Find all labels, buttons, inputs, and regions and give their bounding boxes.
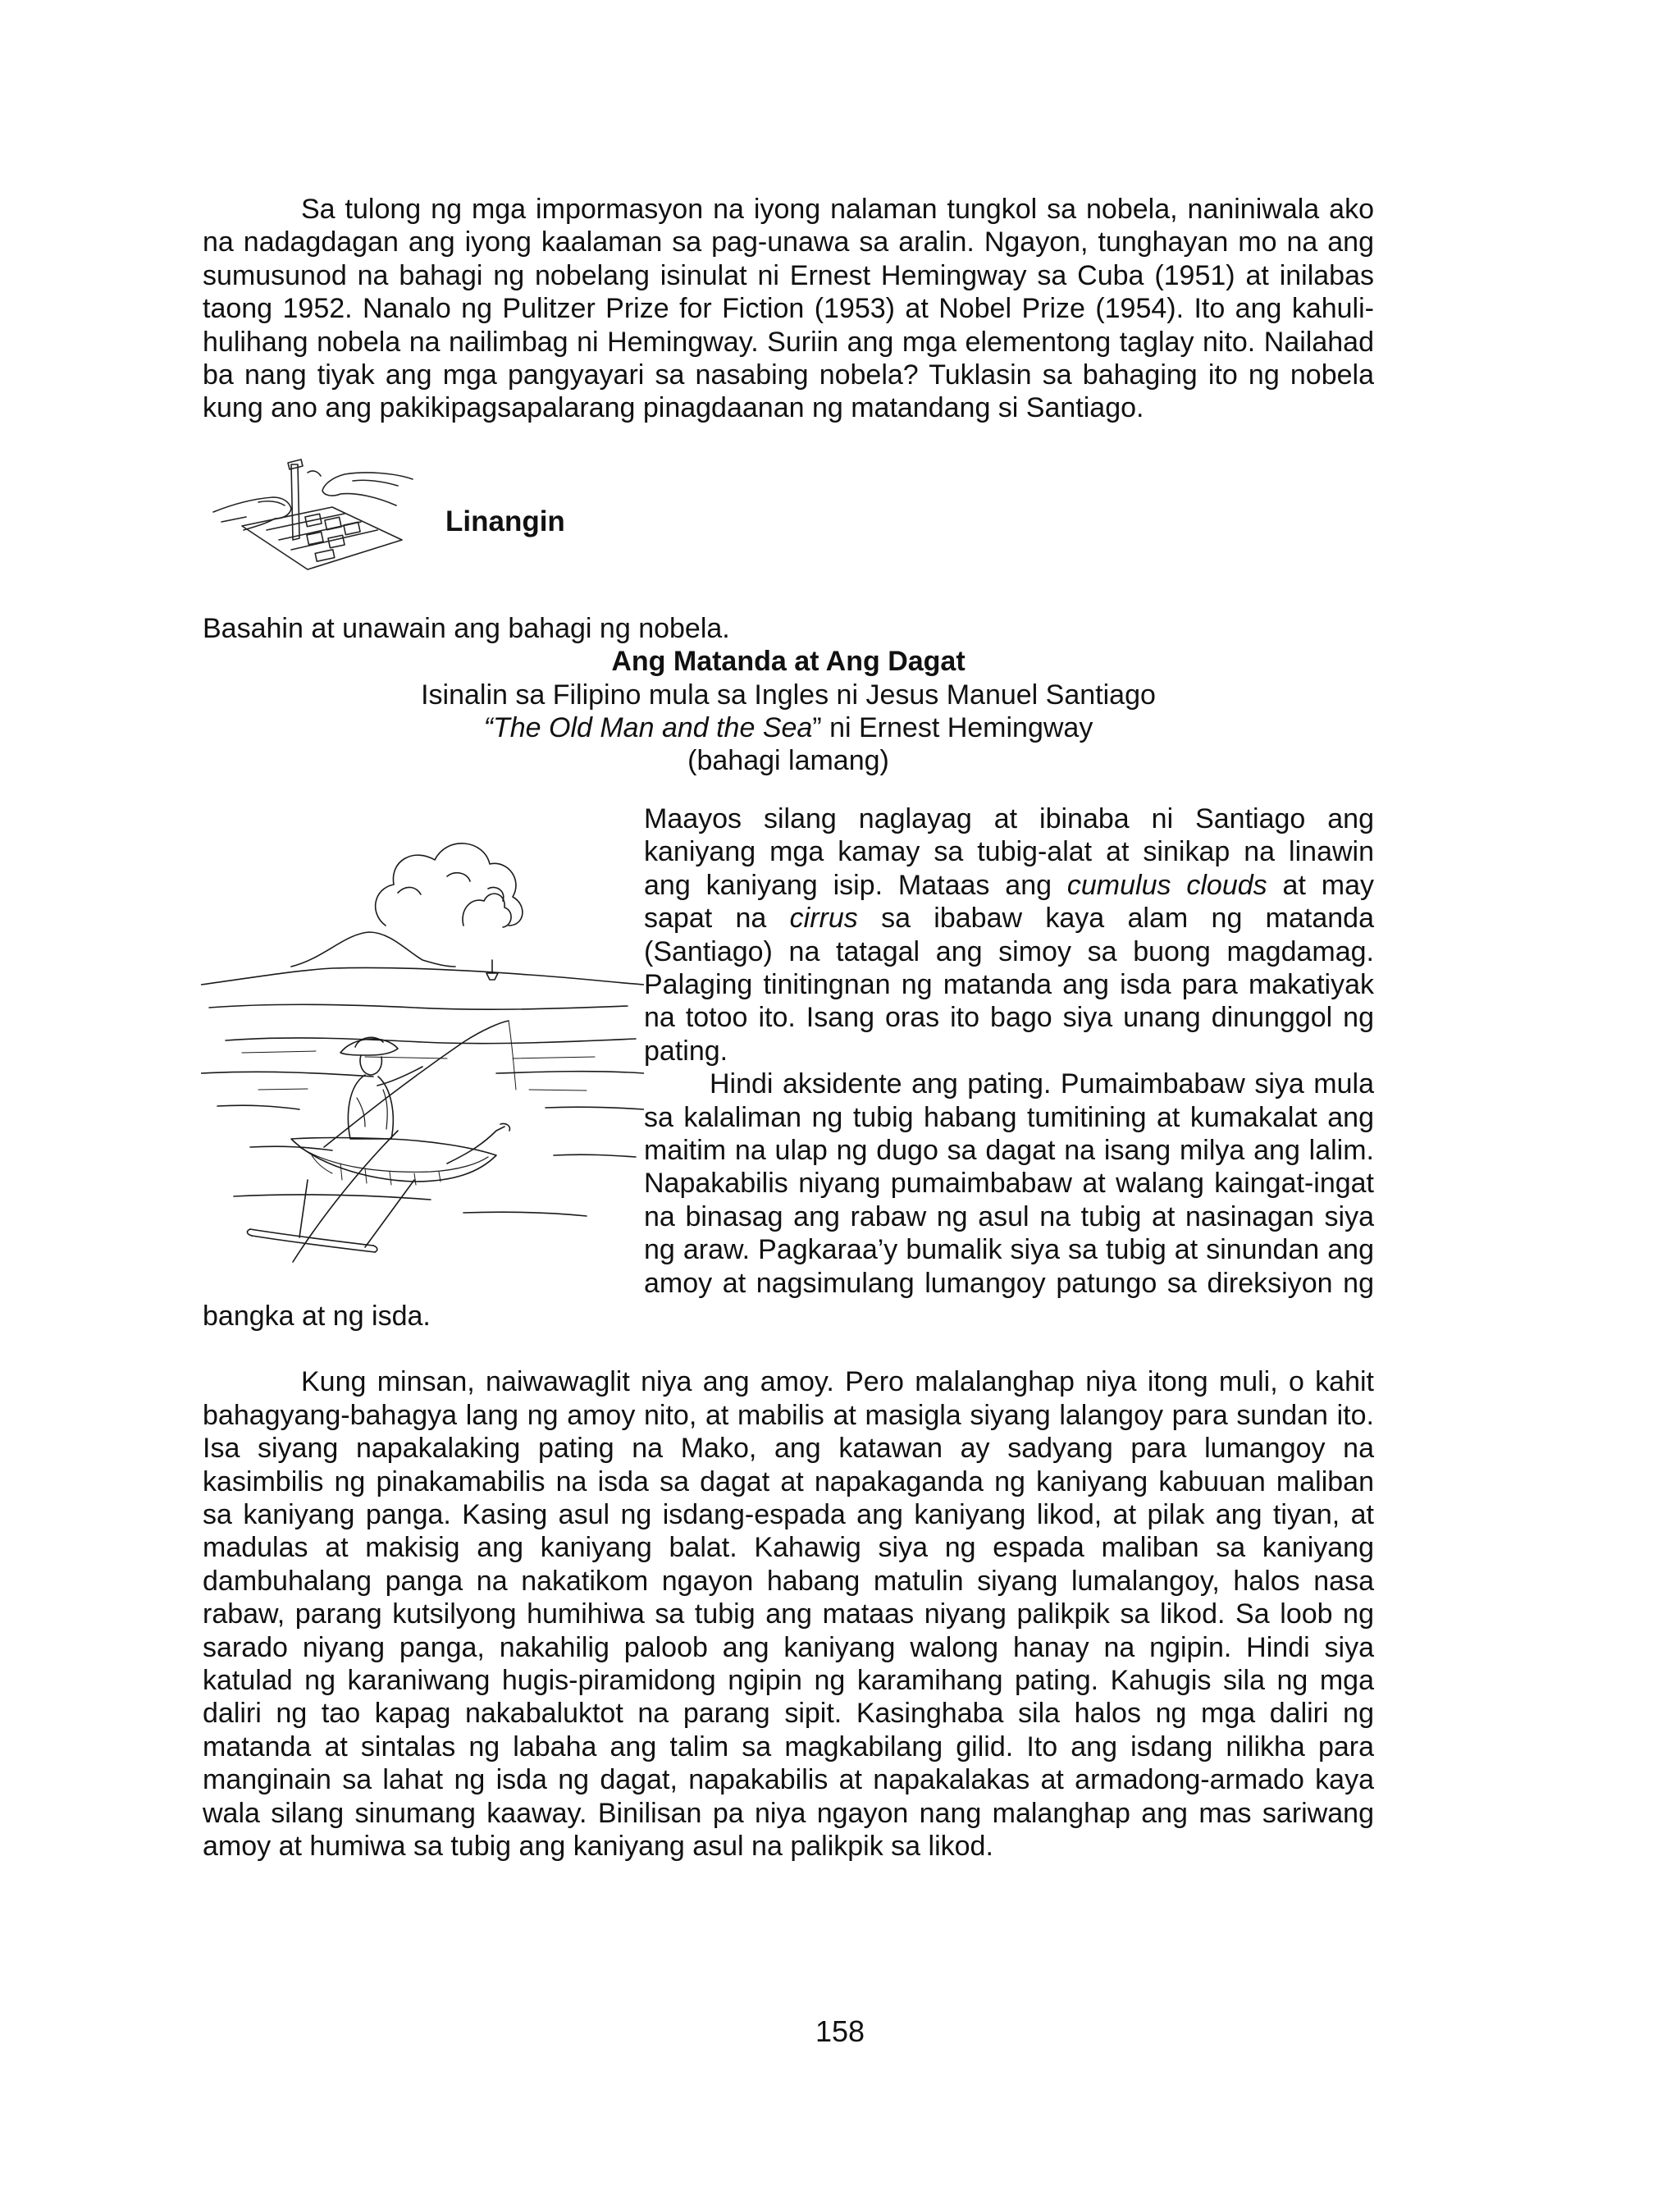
story-term-cumulus: cumulus clouds [1066, 869, 1267, 901]
page-number: 158 [815, 2014, 865, 2048]
original-author: ” ni Ernest Hemingway [812, 712, 1093, 744]
story-title-block [203, 645, 1374, 778]
hands-puzzle-icon [209, 448, 414, 579]
instruction-text: Basahin at unawain ang bahagi ng nobela. [203, 612, 730, 644]
page-content [203, 193, 1374, 1863]
excerpt-note: (bahagi lamang) [687, 745, 889, 777]
story-paragraph-3: Kung minsan, naiwawaglit niya ang amoy. Pero malalanghap niya itong muli, o kahit bahagyang-bahagya lang ng amoy nito, at mabilis at masigla siyang lalangoy para sundan ito. Isa siyang napakalaking pating na Mako, ang katawan ay sadyang para lumangoy na kasimbilis ng pinakamabilis na isda sa dagat at napakaganda ng kaniyang kabuuan maliban sa kaniyang panga. Kasing asul ng isdang-espada ang kaniyang likod, at pilak ang tiyan, at madulas at makisig ang kaniyang balat. Kahawig siya ng espada maliban sa kaniyang dambuhalang panga na nakatikom ngayon habang matulin siyang lumalangoy, halos nasa rabaw, parang kutsilyong humihiwa sa tubig ang mataas niyang palikpik sa likod. Sa loob ng sarado niyang panga, nakahilig paloob ang kaniyang walong hanay na ngipin. Hindi siya katulad ng karaniwang hugis-piramidong ngipin ng karamihang pating. Kahugis sila ng mga daliri ng tao kapag nakabaluktot na parang sipit. Kasinghaba sila halos ng mga daliri ng matanda at sintalas ng labaha ang talim sa magkabilang gilid. Ito ang isdang nilikha para manginain sa lahat ng isda ng dagat, napakabilis at napakalakas at armadong-armado kaya wala silang sinumang kaaway. Binilisan pa niya ngayon nang malanghap ang mas sariwang amoy at humiwa sa tubig ang kaniyang asul na palikpik sa likod. [203, 1366, 1374, 1863]
story-paragraph-2: Hindi aksidente ang pating. Pumaimbabaw siya mula sa kalaliman ng tubig habang tumitining at kumakalat ang maitim na ulap ng dugo sa dagat na isang milya ang lalim. Napakabilis niyang pumaimbabaw at walang kaingat-ingat na binasag ang rabaw ng asul na tubig at nasinagan siya ng araw. Pagkaraa’y bumalik siya sa tubig at sinundan ang amoy at nagsimulang lumangoy patungo sa direksiyon ng bangka at ng isda. [203, 1068, 1374, 1332]
original-title-line [203, 711, 1374, 744]
story-paragraph-1-part-a: Maayos silang naglayag at ibinaba ni Santiago ang kaniyang mga kamay sa tubig-alat at sinikap na linawin ang kaniyang isip. Mataas ang [644, 802, 1374, 901]
old-man-fishing-boat-illustration [201, 802, 644, 1270]
intro-paragraph: Sa tulong ng mga impormasyon na iyong nalaman tungkol sa nobela, naniniwala ako na nadagdagan ang iyong kaalaman sa pag-unawa sa aralin. Ngayon, tunghayan mo na ang sumusunod na bahagi ng nobelang isinulat ni Ernest Hemingway sa Cuba (1951) at inilabas taong 1952. Nanalo ng Pulitzer Prize for Fiction (1953) at Nobel Prize (1954). Ito ang kahuli-hulihang nobela na nailimbag ni Hemingway. Suriin ang mga elementong taglay nito. Nailahad ba nang tiyak ang mga pangyayari sa nasabing nobela? Tuklasin sa bahaging ito ng nobela kung ano ang pakikipagsapalarang pinagdaanan ng matandang si Santiago. [203, 194, 1374, 424]
original-title: “The Old Man and the Sea [483, 712, 813, 744]
section-header [203, 448, 1374, 612]
story-body [203, 802, 1374, 1333]
story-paragraph-1-part-c: sa ibabaw kaya alam ng matanda (Santiago) na tatagal ang simoy sa buong magdamag. Palaging tinitingnan ng matanda ang isda para makatiyak na totoo ito. Isang oras ito bago siya unang dinunggol ng pating. [644, 903, 1374, 1067]
story-term-cirrus: cirrus [789, 903, 858, 935]
translator-line: Isinalin sa Filipino mula sa Ingles ni Jesus Manuel Santiago [421, 679, 1156, 711]
story-title: Ang Matanda at Ang Dagat [611, 646, 966, 678]
section-title: Linangin [445, 505, 565, 537]
story-paragraph-1-part-b: at may sapat na [644, 869, 1374, 935]
